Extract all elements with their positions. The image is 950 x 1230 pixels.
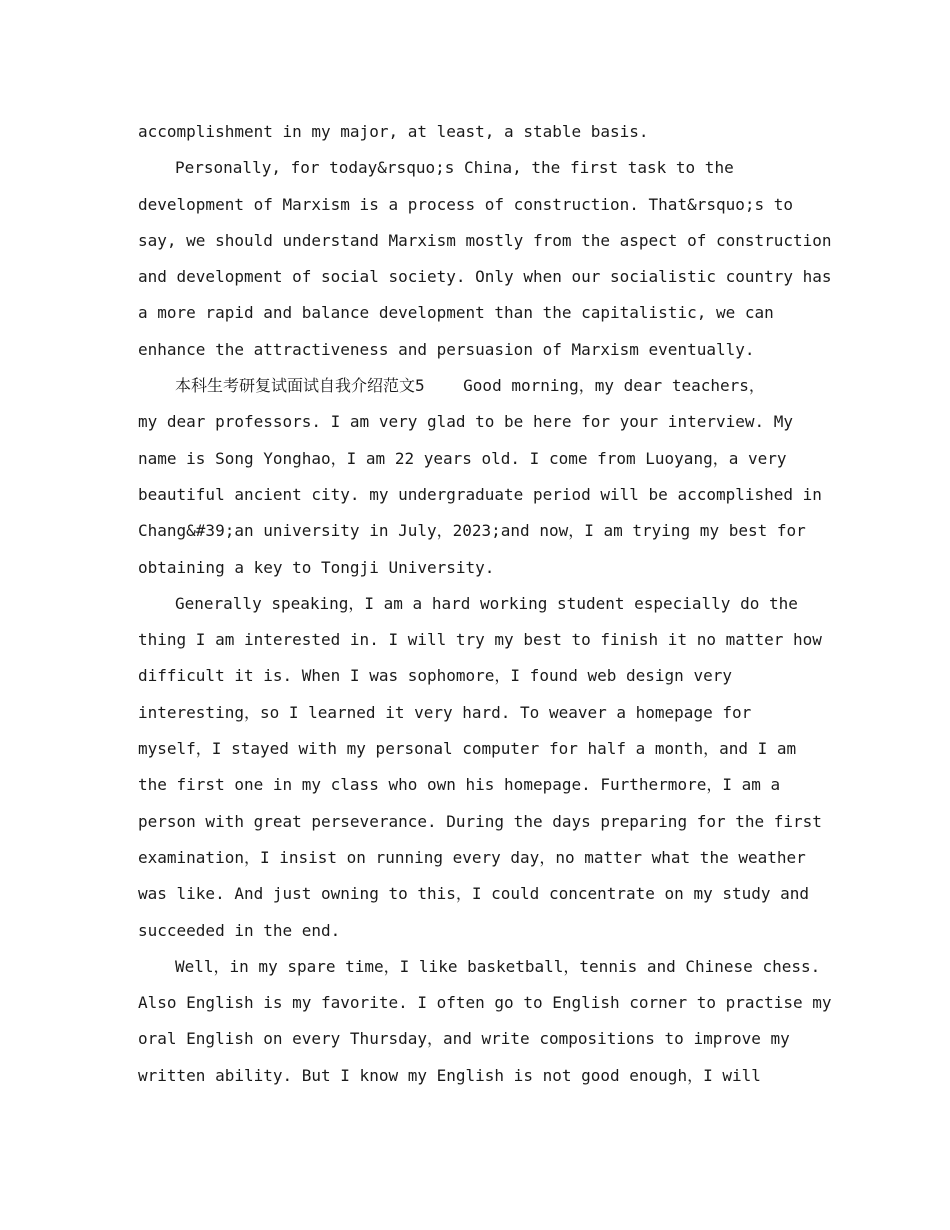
text-line: the first one in my class who own his homepage. Furthermore，I am a <box>138 775 781 795</box>
text-line: enhance the attractiveness and persuasion of Marxism eventually. <box>138 339 755 359</box>
text-line: my dear professors. I am very glad to be here for your interview. My <box>138 412 794 432</box>
text-line: and development of social society. Only when our socialistic country has <box>138 267 832 287</box>
text-line: a more rapid and balance development than the capitalistic, we can <box>138 303 774 323</box>
text-line: say, we should understand Marxism mostly from the aspect of construction <box>138 230 832 250</box>
text-line: difficult it is. When I was sophomore，I found web design very <box>138 666 732 686</box>
text-line: Chang&#39;an university in July，2023;and now，I am trying my best for <box>138 521 806 541</box>
text-line: Also English is my favorite. I often go to English corner to practise my <box>138 993 832 1013</box>
text-line: person with great perseverance. During the days preparing for the first <box>138 811 822 831</box>
text-line: development of Marxism is a process of construction. That&rsquo;s to <box>138 194 794 214</box>
text-line: interesting，so I learned it very hard. To weaver a homepage for <box>138 702 752 722</box>
text-line: name is Song Yonghao，I am 22 years old. I come from Luoyang，a very <box>138 448 787 468</box>
text-line: written ability. But I know my English is not good enough，I will <box>138 1065 761 1085</box>
text-line: myself，I stayed with my personal computer for half a month，and I am <box>138 739 797 759</box>
text-line: examination，I insist on running every day，no matter what the weather <box>138 847 806 867</box>
text-line: succeeded in the end. <box>138 920 341 940</box>
text-line: Generally speaking，I am a hard working student especially do the <box>175 593 798 613</box>
text-line: thing I am interested in. I will try my best to finish it no matter how <box>138 630 822 650</box>
text-line: oral English on every Thursday，and write compositions to improve my <box>138 1029 790 1049</box>
text-line: accomplishment in my major, at least, a stable basis. <box>138 122 649 141</box>
text-line: obtaining a key to Tongji University. <box>138 557 495 577</box>
text-line: Personally, for today&rsquo;s China, the first task to the <box>175 158 734 178</box>
text-line: 本科生考研复试面试自我介绍范文5 Good morning，my dear teachers， <box>175 376 765 396</box>
document-body <box>138 114 832 1094</box>
text-line: beautiful ancient city. my undergraduate period will be accomplished in <box>138 484 822 504</box>
text-line: was like. And just owning to this，I could concentrate on my study and <box>138 884 810 904</box>
text-line: Well，in my spare time，I like basketball，tennis and Chinese chess. <box>175 956 821 976</box>
